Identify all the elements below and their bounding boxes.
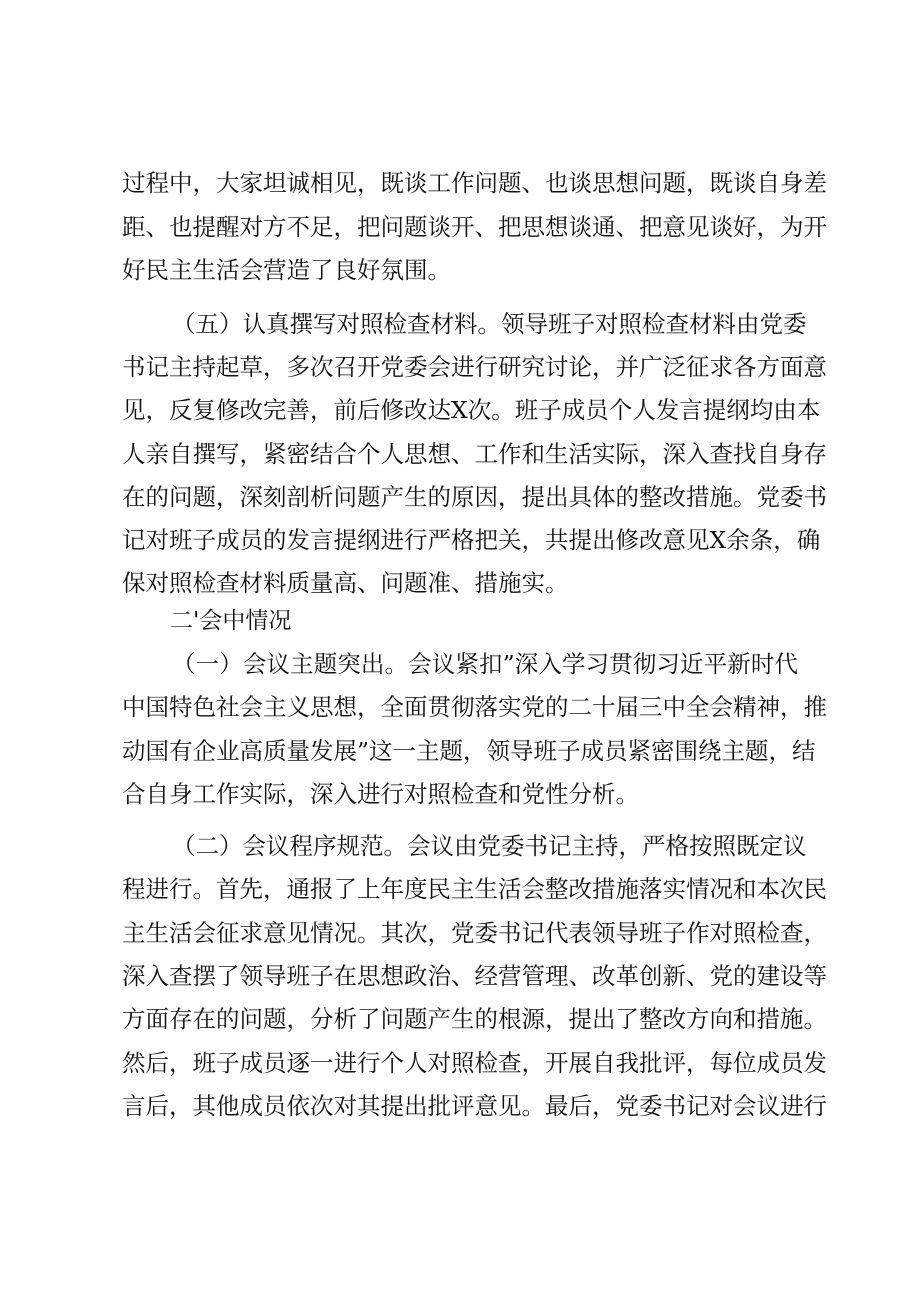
paragraph-2-line-5: 在的问题，深刻剖析问题产生的原因，提出具体的整改措施。党委书 [122, 483, 827, 511]
paragraph-4-line-1: （二）会议程序规范。会议由党委书记主持，严格按照既定议 [172, 832, 807, 860]
paragraph-4-line-5: 方面存在的问题，分析了问题产生的根源，提出了整改方向和措施。 [122, 1005, 827, 1033]
paragraph-4-line-4: 深入查摆了领导班子在思想政治、经营管理、改革创新、党的建设等 [122, 962, 827, 990]
paragraph-3-line-3: 动国有企业高质量发展”这一主题，领导班子成员紧密围绕主题，结 [122, 737, 816, 765]
section-heading: 二'会中情况 [170, 608, 292, 634]
paragraph-2-line-7: 保对照检查材料质量高、问题准、措施实。 [122, 569, 569, 597]
paragraph-2-line-3: 见，反复修改完善，前后修改达X次。班子成员个人发言提纲均由本 [122, 396, 821, 424]
paragraph-3-line-2: 中国特色社会主义思想，全面贯彻落实党的二十届三中全会精神，推 [122, 693, 827, 721]
paragraph-2-line-6: 记对班子成员的发言提纲进行严格把关，共提出修改意见X余条，确 [122, 526, 821, 554]
paragraph-2-line-4: 人亲自撰写，紧密结合个人思想、工作和生活实际，深入查找自身存 [122, 440, 827, 468]
paragraph-2-line-2: 书记主持起草，多次召开党委会进行研究讨论，并广泛征求各方面意 [122, 353, 827, 381]
paragraph-4-line-3: 主生活会征求意见情况。其次，党委书记代表领导班子作对照检查， [122, 919, 827, 947]
paragraph-4-line-6: 然后，班子成员逐一进行个人对照检查，开展自我批评，每位成员发 [122, 1049, 827, 1077]
paragraph-4-line-7: 言后，其他成员依次对其提出批评意见。最后，党委书记对会议进行 [122, 1092, 827, 1120]
paragraph-1-line-1: 过程中，大家坦诚相见，既谈工作问题、也谈思想问题，既谈自身差 [122, 169, 827, 197]
paragraph-4-line-2: 程进行。首先，通报了上年度民主生活会整改措施落实情况和本次民 [122, 875, 827, 903]
paragraph-3-line-1: （一）会议主题突出。会议紧扣”深入学习贯彻习近平新时代 [172, 650, 798, 678]
paragraph-3-line-4: 合自身工作实际，深入进行对照检查和党性分析。 [122, 780, 639, 808]
paragraph-1-line-3: 好民主生活会营造了良好氛围。 [122, 256, 451, 284]
paragraph-1-line-2: 距、也提醒对方不足，把问题谈开、把思想谈通、把意见谈好，为开 [122, 213, 827, 241]
paragraph-2-line-1: （五）认真撰写对照检查材料。领导班子对照检查材料由党委 [172, 310, 807, 338]
